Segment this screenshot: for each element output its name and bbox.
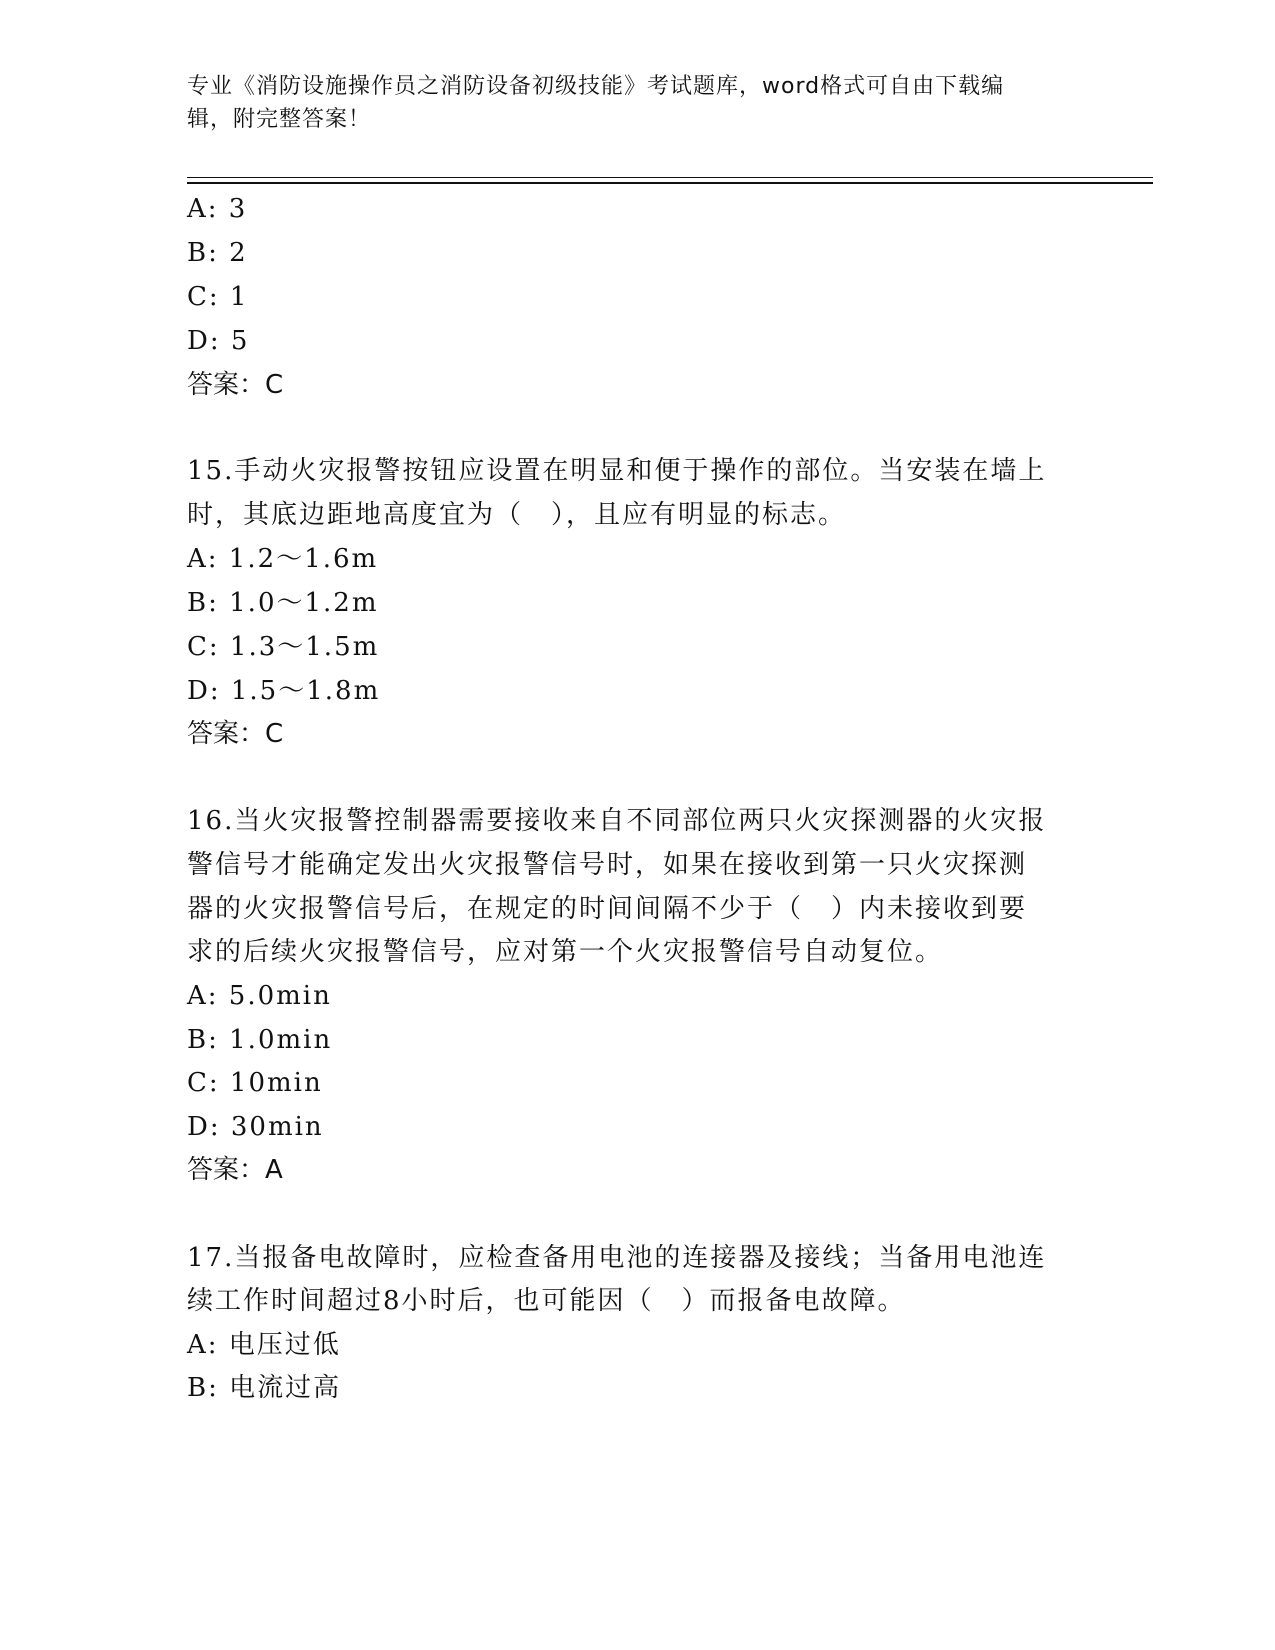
document-header: [187, 70, 1067, 136]
q15-answer: 答案：C: [187, 719, 284, 749]
header-divider-thick: [187, 182, 1153, 184]
q14-option-b: B: 2: [187, 238, 248, 268]
q16-option-d: D: 30min: [187, 1112, 324, 1142]
q15-option-d: D: 1.5～1.8m: [187, 676, 381, 706]
q14-option-a: A: 3: [187, 194, 248, 224]
header-line-2: 辑，附完整答案！: [187, 107, 372, 132]
q16-option-b: B: 1.0min: [187, 1025, 333, 1055]
q14-option-c: C: 1: [187, 282, 249, 312]
q17-option-b: B: 电流过高: [187, 1373, 342, 1403]
q15-stem-line-2: 时，其底边距地高度宜为（ ），且应有明显的标志。: [187, 500, 847, 530]
q15-stem-line-1: 15.手动火灾报警按钮应设置在明显和便于操作的部位。当安装在墙上: [187, 456, 1047, 486]
q15-option-c: C: 1.3～1.5m: [187, 632, 380, 662]
q17-option-a: A: 电压过低: [187, 1330, 341, 1360]
q16-option-c: C: 10min: [187, 1068, 323, 1098]
q16-answer: 答案：A: [187, 1155, 283, 1185]
q16-option-a: A: 5.0min: [187, 981, 332, 1011]
header-divider-thin: [187, 177, 1153, 178]
q15-option-a: A: 1.2～1.6m: [187, 544, 379, 574]
q16-stem-line-1: 16.当火灾报警控制器需要接收来自不同部位两只火灾探测器的火灾报: [187, 806, 1047, 836]
q17-stem-line-2: 续工作时间超过8小时后，也可能因（ ）而报备电故障。: [187, 1286, 906, 1316]
q14-option-d: D: 5: [187, 326, 250, 356]
q17-stem-line-1: 17.当报备电故障时，应检查备用电池的连接器及接线；当备用电池连: [187, 1243, 1047, 1273]
header-line-1: 专业《消防设施操作员之消防设备初级技能》考试题库，word格式可自由下载编: [187, 74, 1005, 99]
q14-answer: 答案：C: [187, 370, 284, 400]
q16-stem-line-4: 求的后续火灾报警信号，应对第一个火灾报警信号自动复位。: [187, 937, 944, 967]
q15-option-b: B: 1.0～1.2m: [187, 588, 379, 618]
q16-stem-line-3: 器的火灾报警信号后，在规定的时间间隔不少于（ ）内未接收到要: [187, 894, 1028, 924]
q16-stem-line-2: 警信号才能确定发出火灾报警信号时，如果在接收到第一只火灾探测: [187, 850, 1028, 880]
